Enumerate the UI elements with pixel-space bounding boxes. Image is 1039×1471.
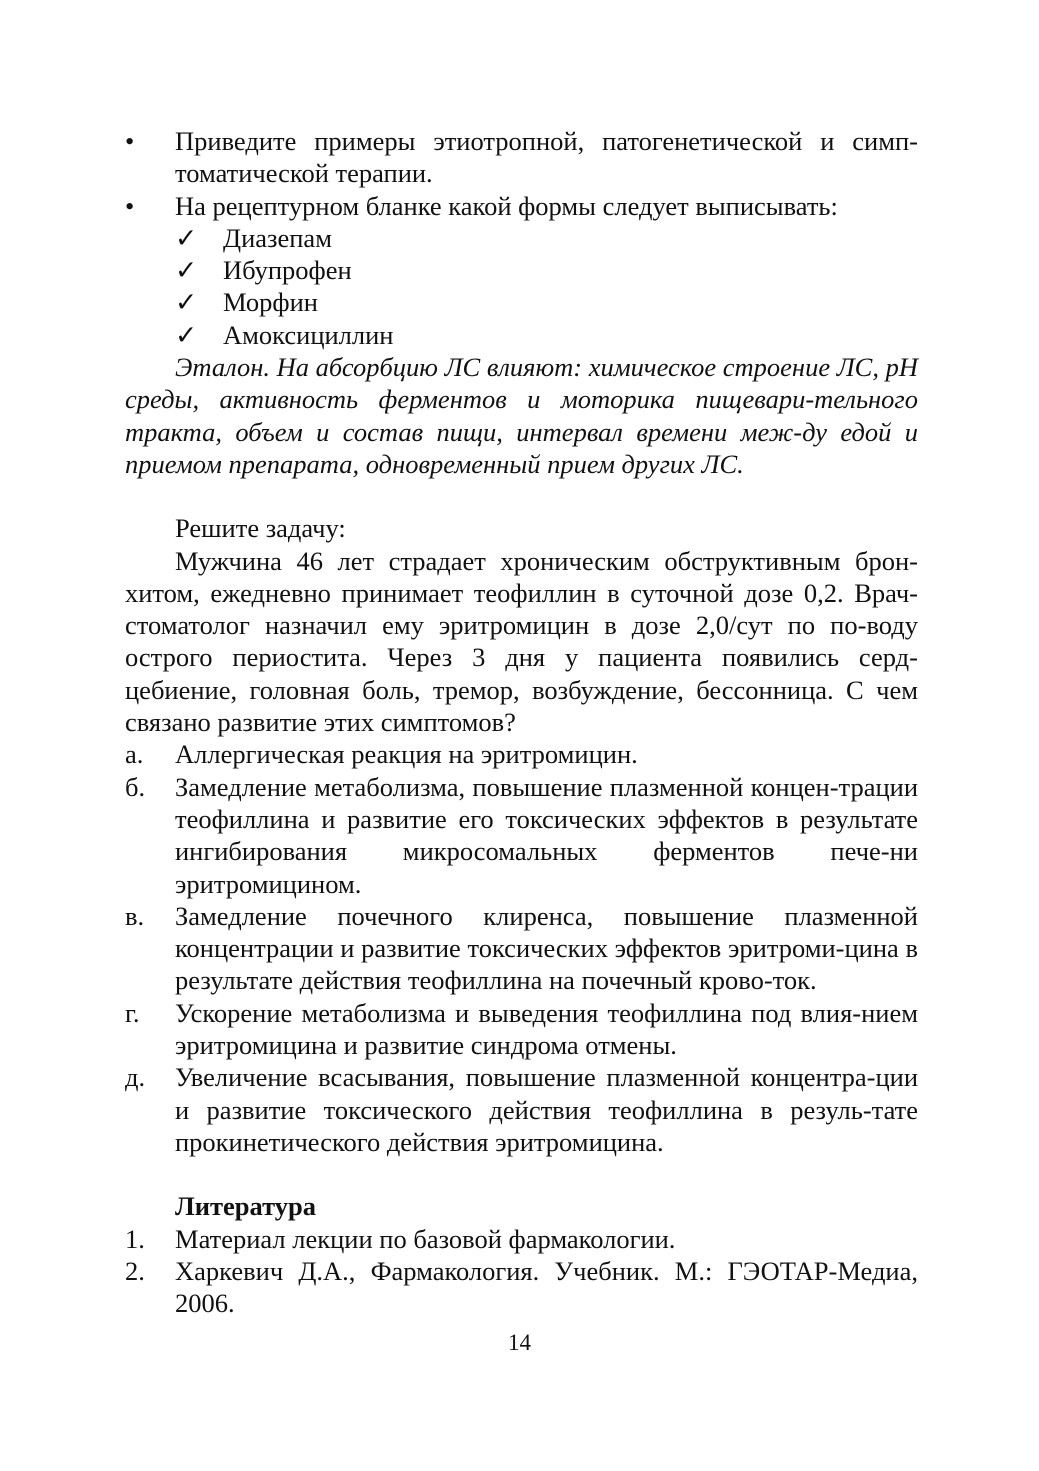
drug-name: Диазепам bbox=[223, 222, 332, 253]
checklist-item bbox=[125, 319, 918, 351]
answer-option bbox=[125, 997, 918, 1062]
reference-number: 2. bbox=[125, 1255, 145, 1286]
literature-heading: Литература bbox=[175, 1191, 317, 1222]
checklist-item bbox=[125, 222, 918, 254]
option-text: Замедление почечного клиренса, повышение плазменной концентрации и развитие токсических эффектов эритроми-цина в результате действия теофиллина на почечный крово-ток. bbox=[175, 900, 918, 996]
reference-item bbox=[125, 1255, 918, 1320]
bullet-text: На рецептурном бланке какой формы следует выписывать: bbox=[175, 190, 838, 221]
checklist-item bbox=[125, 286, 918, 318]
reference-text: Харкевич Д.А., Фармакология. Учебник. М.: ГЭОТАР-Медиа, 2006. bbox=[175, 1255, 918, 1319]
page-number: 14 bbox=[508, 1330, 531, 1355]
answer-option bbox=[125, 738, 918, 770]
drug-name: Морфин bbox=[223, 287, 318, 318]
task-body: Мужчина 46 лет страдает хроническим обструктивным брон-хитом, ежедневно принимает теофиллин в суточной дозе 0,2. Врач-стоматолог назначил ему эритромицин в дозе 2,0/сут по по-воду острого периостита. Через 3 дня у пациента появились серд-цебиение, головная боль, тремор, возбуждение, бессонница. С чем связано развитие этих симптомов? bbox=[125, 545, 918, 738]
checkmark-icon: ✓ bbox=[175, 255, 198, 286]
bullet-item bbox=[125, 125, 918, 190]
option-text: Ускорение метаболизма и выведения теофиллина под влия-нием эритромицина и развитие синдрома отмены. bbox=[175, 997, 918, 1061]
option-marker: а. bbox=[125, 739, 144, 770]
spacer bbox=[125, 480, 918, 512]
bullet-item bbox=[125, 190, 918, 222]
etalon-answer: Эталон. На абсорбцию ЛС влияют: химическое строение ЛС, рН среды, активность ферментов и моторика пищевари-тельного тракта, объем и состав пищи, интервал времени меж-ду едой и приемом препарата, одновременный прием других ЛС. bbox=[125, 352, 918, 479]
drug-name: Амоксициллин bbox=[223, 319, 394, 350]
answer-option bbox=[125, 771, 918, 900]
spacer bbox=[125, 1158, 918, 1190]
option-marker: в. bbox=[125, 900, 145, 931]
bullet-text: Приведите примеры этиотропной, патогенетической и симп-томатической терапии. bbox=[175, 126, 918, 189]
checklist-item bbox=[125, 254, 918, 286]
checkmark-icon: ✓ bbox=[175, 222, 198, 253]
bullet-marker: • bbox=[125, 126, 135, 156]
bullet-marker: • bbox=[125, 190, 135, 221]
option-marker: г. bbox=[125, 997, 140, 1028]
option-text: Замедление метаболизма, повышение плазменной концен-трации теофиллина и развитие его токсических эффектов в результате ингибирования микросомальных ферментов пече-ни эритромицином. bbox=[175, 771, 918, 899]
drug-name: Ибупрофен bbox=[223, 255, 352, 286]
reference-text: Материал лекции по базовой фармакологии. bbox=[175, 1223, 676, 1254]
task-heading: Решите задачу: bbox=[175, 513, 346, 544]
answer-option bbox=[125, 900, 918, 997]
checkmark-icon: ✓ bbox=[175, 319, 198, 350]
option-text: Увеличение всасывания, повышение плазменной концентра-ции и развитие токсического действия теофиллина в резуль-тате прокинетического действия эритромицина. bbox=[175, 1062, 918, 1157]
option-marker: д. bbox=[125, 1062, 146, 1093]
option-marker: б. bbox=[125, 771, 146, 802]
page-content bbox=[125, 125, 918, 1319]
option-text: Аллергическая реакция на эритромицин. bbox=[175, 739, 638, 770]
reference-number: 1. bbox=[125, 1223, 145, 1254]
checkmark-icon: ✓ bbox=[175, 287, 198, 318]
reference-item bbox=[125, 1223, 918, 1255]
answer-option bbox=[125, 1061, 918, 1158]
